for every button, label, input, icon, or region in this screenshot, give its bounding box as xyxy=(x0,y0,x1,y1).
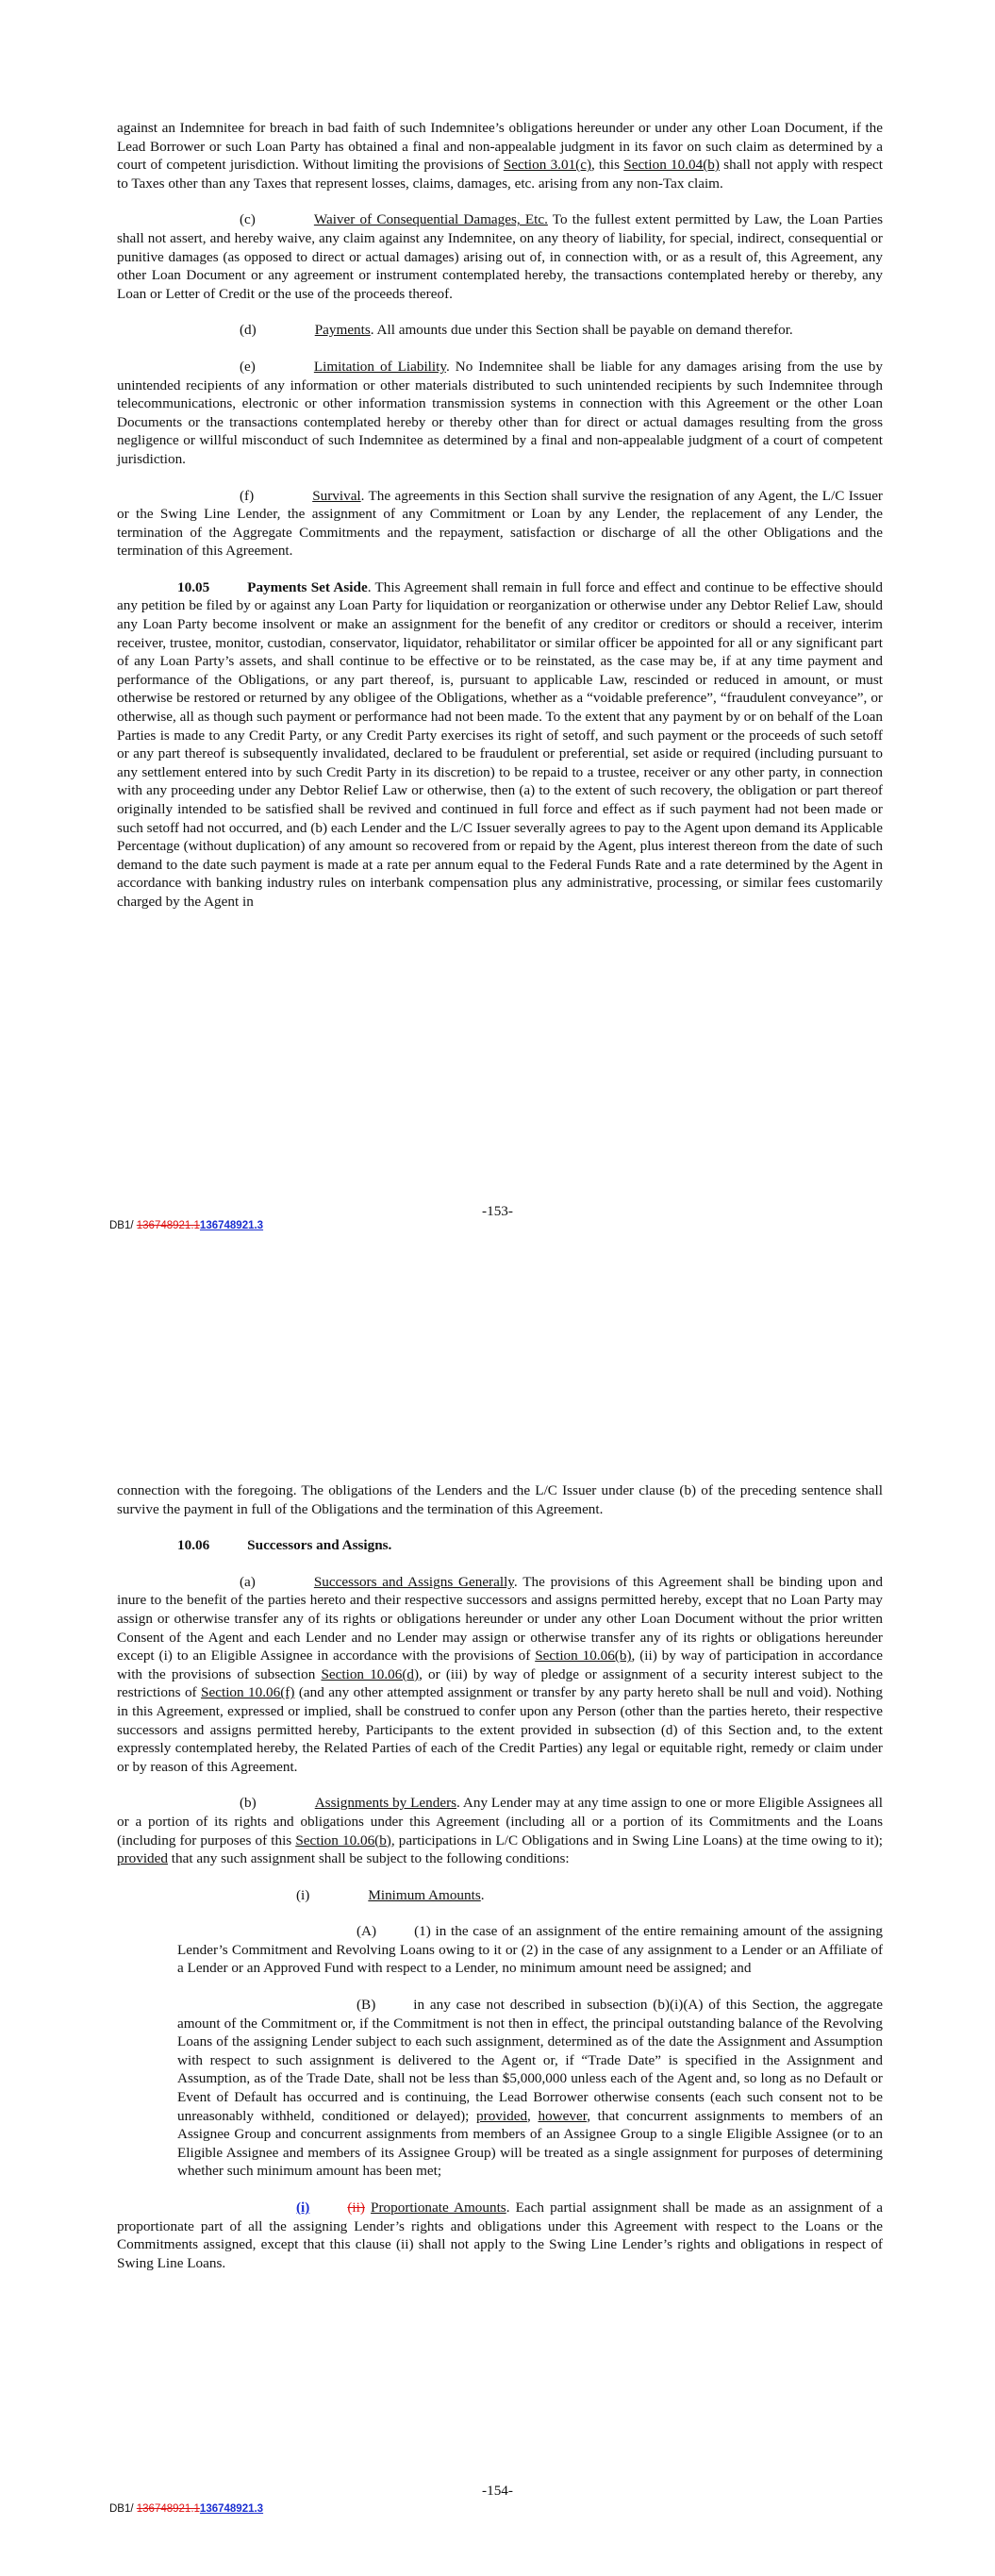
inserted-doc-id: 136748921.3 xyxy=(199,1220,264,1231)
clause-B: (B) in any case not described in subsection (b)(i)(A) of this Section, the aggregate amount of the Commitment or, if the Commitment is not then in effect, the principal outstanding balance of the Revolving Loans of the assigning Lender subject to each such assignment, determined as of the date the Assignment and Assumption with respect to such assignment is delivered to the Agent or, if “Trade Date” is specified in the Assignment and Assumption, as of the Trade Date, shall not be less than $5,000,000 unless each of the Agent and, so long as no Default or Event of Default has occurred and is continuing, the Lead Borrower otherwise consents (each such consent not to be unreasonably withheld, conditioned or delayed); provided, however, that concurrent assignments to members of an Assignee Group and concurrent assignments from members of an Assignee Group to a single Eligible Assignee (or to an Eligible Assignee and members of its Assignee Group) will be treated as a single assignment for purposes of determining whether such minimum amount has been met; xyxy=(177,1997,883,2180)
deleted-doc-id: 136748921.1 xyxy=(136,2503,200,2515)
set-aside-continuation: connection with the foregoing. The obligations of the Lenders and the L/C Issuer under clause (b) of the preceding sentence shall survive the payment in full of the Obligations and the termination of this Agreement. xyxy=(117,1482,883,1517)
inserted-clause-number: (i) xyxy=(296,2200,310,2216)
page-number-153: -153- xyxy=(482,1203,513,1219)
indemnification-continuation: against an Indemnitee for breach in bad faith of such Indemnitee’s obligations hereunder or under any other Loan Document, if the Lead Borrower or such Loan Party has obtained a final and non-appealable judgment in its favor on such claim as determined by a court of competent jurisdiction. Without limiting the provisions of Section 3.01(c), this Section 10.04(b) shall not apply with respect to Taxes other than any Taxes that represent losses, claims, damages, etc. arising from any non-Tax claim. xyxy=(117,120,883,192)
page-number-154: -154- xyxy=(482,2483,513,2499)
subsection-f-survival: (f) Survival. The agreements in this Section shall survive the resignation of any Agent, the L/C Issuer or the Swing Line Lender, the assignment of any Commitment or Loan by any Lender, the replacement of any Lender, the termination of the Aggregate Commitments and the repayment, satisfaction or discharge of all the other Obligations and the termination of this Agreement. xyxy=(117,487,883,560)
page-153-body xyxy=(117,119,883,929)
subsection-d-payments: (d) Payments. All amounts due under this Section shall be payable on demand therefor. xyxy=(240,322,793,339)
deleted-clause-number: (ii) xyxy=(347,2200,365,2216)
document-footer-154: DB1/ 136748921.1136748921.3 xyxy=(109,2503,264,2515)
document-footer-153: DB1/ 136748921.1136748921.3 xyxy=(109,1220,264,1231)
page-154-body xyxy=(117,1481,883,2290)
clause-A: (A) (1) in the case of an assignment of the entire remaining amount of the assigning Lender’s Commitment and Revolving Loans owing to it or (2) in the case of any assignment to a Lender or an Affiliate of a Lender or an Approved Fund with respect to a Lender, no minimum amount need be assigned; and xyxy=(177,1923,883,1977)
deleted-doc-id: 136748921.1 xyxy=(136,1220,200,1231)
inserted-doc-id: 136748921.3 xyxy=(199,2503,264,2515)
subsection-b-assignments: (b) Assignments by Lenders. Any Lender may at any time assign to one or more Eligible Assignees all or a portion of its rights and obligations under this Agreement (including all or a portion of its Commitments and the Loans (including for purposes of this Section 10.06(b), participations in L/C Obligations and in Swing Line Loans) at the time owing to it); provided that any such assignment shall be subject to the following conditions: xyxy=(117,1795,883,1867)
subsection-e-limitation: (e) Limitation of Liability. No Indemnitee shall be liable for any damages arising from the use by unintended recipients of any information or other materials distributed to such unintended recipients by such Indemnitee through telecommunications, electronic or other information transmission systems in connection with this Agreement or the other Loan Documents or the transactions contemplated hereby or thereby other than for direct or actual damages resulting from the gross negligence or willful misconduct of such Indemnitee as determined by a final and non-appealable judgment of a court of competent jurisdiction. xyxy=(117,358,883,467)
clause-i-minimum-amounts: (i) Minimum Amounts. xyxy=(296,1886,485,1903)
subsection-c-waiver: (c) Waiver of Consequential Damages, Etc. To the fullest extent permitted by Law, the Loan Parties shall not assert, and hereby waive, any claim against any Indemnitee, on any theory of liability, for special, indirect, consequential or punitive damages (as opposed to direct or actual damages) arising out of, in connection with, or as a result of, this Agreement, any other Loan Document or any agreement or instrument contemplated hereby, the transactions contemplated hereby or thereby, any Loan or Letter of Credit or the use of the proceeds thereof. xyxy=(117,211,884,302)
section-10-06-heading: 10.06 Successors and Assigns. xyxy=(177,1537,392,1554)
subsection-a-successors: (a) Successors and Assigns Generally. The provisions of this Agreement shall be binding upon and inure to the benefit of the parties hereto and their respective successors and assigns permitted hereby, except that no Loan Party may assign or otherwise transfer any of its rights or obligations hereunder or under any other Loan Document without the prior written Consent of the Agent and each Lender and no Lender may assign or otherwise transfer any of its rights or obligations hereunder except (i) to an Eligible Assignee in accordance with the provisions of Section 10.06(b), (ii) by way of participation in accordance with the provisions of subsection Section 10.06(d), or (iii) by way of pledge or assignment of a security interest subject to the restrictions of Section 10.06(f) (and any other attempted assignment or transfer by any party hereto shall be null and void). Nothing in this Agreement, expressed or implied, shall be construed to confer upon any Person (other than the parties hereto, their respective successors and assigns permitted hereby, Participants to the extent provided in subsection (d) of this Section and, to the extent expressly contemplated hereby, the Related Parties of each of the Credit Parties) any legal or equitable right, remedy or claim under or by reason of this Agreement. xyxy=(117,1573,884,1775)
page-154 xyxy=(0,1302,995,2576)
clause-ii-proportionate: (i) (ii) Proportionate Amounts. Each partial assignment shall be made as an assignment of a proportionate part of all the assigning Lender’s rights and obligations under this Agreement with respect to the Loans or the Commitments assigned, except that this clause (ii) shall not apply to the Swing Line Lender’s rights and obligations in respect of Swing Line Loans. xyxy=(117,2200,884,2271)
section-10-05: 10.05 Payments Set Aside. This Agreement shall remain in full force and effect and continue to be effective should any petition be filed by or against any Loan Party for liquidation or reorganization or otherwise under any Debtor Relief Law, should any Loan Party become insolvent or make an assignment for the benefit of any creditor or creditors or should a receiver, interim receiver, trustee, monitor, custodian, conservator, liquidator, rehabilitator or similar officer be appointed for all or any significant part of any Loan Party’s assets, and shall continue to be effective or to be reinstated, as the case may be, if at any time payment and performance of the Obligations, or any part thereof, is, pursuant to applicable Law, rescinded or reduced in amount, or must otherwise be restored or returned by any obligee of the Obligations, whether as a “voidable preference”, “fraudulent conveyance”, or otherwise, all as though such payment or performance had not been made. To the extent that any payment by or on behalf of the Loan Parties is made to any Credit Party, or any Credit Party exercises its right of setoff, and such payment or the proceeds of such setoff or any part thereof is subsequently invalidated, declared to be fraudulent or preferential, set aside or required (including pursuant to any settlement entered into by such Credit Party in its discretion) to be repaid to a trustee, receiver or any other party, in connection with any proceeding under any Debtor Relief Law or otherwise, then (a) to the extent of such recovery, the obligation or part thereof originally intended to be satisfied shall be revived and continued in full force and effect as if such payment had not been made or such setoff had not occurred, and (b) each Lender and the L/C Issuer severally agrees to pay to the Agent upon demand its Applicable Percentage (without duplication) of any amount so recovered from or repaid by the Agent, plus interest thereon from the date of such demand to the date such payment is made at a rate per annum equal to the Federal Funds Rate and a rate determined by the Agent in accordance with banking industry rules on interbank compensation plus any administrative, processing, or similar fees customarily charged by the Agent in xyxy=(117,578,883,910)
